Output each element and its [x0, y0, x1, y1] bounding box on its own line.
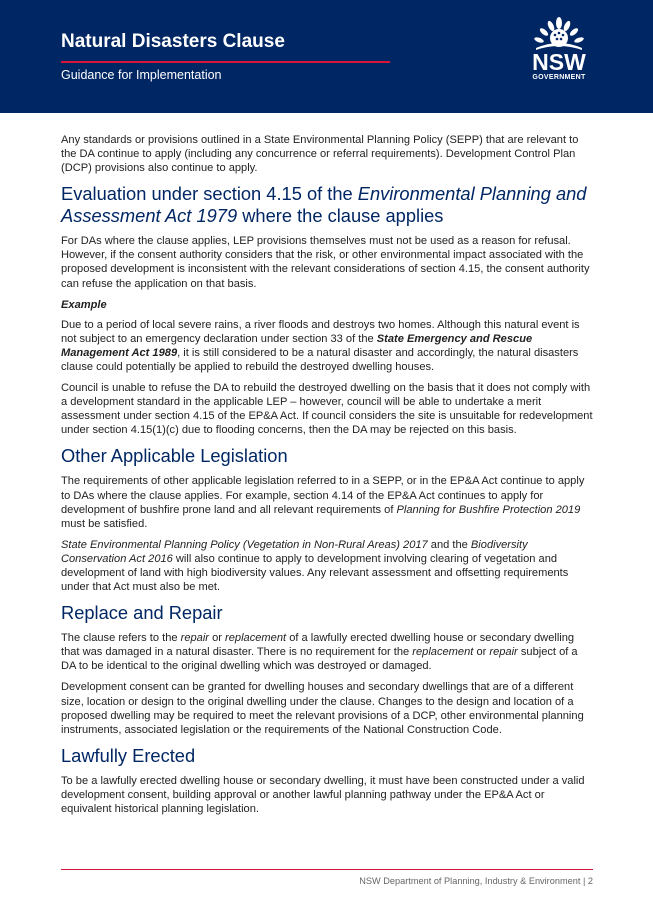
replace-text-e: of a lawfully erected dwelling house or secondary dwelling that was damaged in a natural disaster. There is no requirement for the [61, 632, 575, 659]
example-paragraph [61, 318, 594, 374]
intro-paragraph: Any standards or provisions outlined in a State Environmental Planning Policy (SEPP) that are relevant to the DA continue to apply (including any concurrence or referral requirements). Development Control Plan (DCP) provisions also continue to apply. [61, 134, 579, 175]
other-text-d: will also continue to apply to development involving clearing of vegetation and development of land with high biodiversity values. Any relevant assessment and offsetting requirements under that Act must also be met. [61, 552, 569, 594]
waratah-icon [522, 16, 596, 52]
replace-text-i: subject of a DA to be identical to the original dwelling which was destroyed or damaged. [61, 646, 578, 673]
heading-other-legislation: Other Applicable Legislation [61, 445, 288, 467]
nsw-government-logo [522, 16, 596, 88]
heading-evaluation-act: Environmental Planning and Assessment Act 1979 [61, 183, 587, 227]
example-act-name: State Emergency and Rescue Management Act 1989 [61, 332, 533, 359]
document-title: Natural Disasters Clause [61, 31, 285, 52]
example-text-a: Due to a period of local severe rains, a river floods and destroys two homes. Although this natural event is not subject to an emergency declaration under section 33 of the [61, 318, 580, 345]
heading-evaluation-part-a: Evaluation under section 4.15 of the [61, 183, 358, 205]
replace-term-repair: repair [180, 632, 210, 645]
document-subtitle: Guidance for Implementation [61, 68, 222, 82]
replace-term-repair-2: repair [489, 646, 518, 659]
document-body [61, 133, 594, 823]
replace-term-replacement: replacement [225, 632, 287, 645]
other-legislation-paragraph-1 [61, 474, 594, 530]
biodiversity-act-name: Biodiversity Conservation Act 2016 [61, 538, 528, 565]
page-header [0, 0, 653, 113]
replace-paragraph-1 [61, 631, 594, 673]
replace-term-replacement-2: replacement [412, 646, 474, 659]
other-legislation-paragraph-2 [61, 538, 594, 594]
vegetation-sepp-name: State Environmental Planning Policy (Vegetation in Non-Rural Areas) 2017 [61, 538, 428, 551]
heading-lawfully-erected: Lawfully Erected [61, 744, 196, 766]
logo-nsw-text: NSW [532, 49, 586, 75]
heading-evaluation [61, 183, 594, 227]
replace-text-or: or [209, 632, 226, 645]
title-rule [61, 61, 390, 63]
footer-rule [61, 869, 593, 870]
replace-text-or-2: or [473, 646, 490, 659]
replace-text-a: The clause refers to the [61, 632, 181, 645]
example-heading: Example [61, 298, 107, 311]
bushfire-policy-name: Planning for Bushfire Protection 2019 [396, 503, 581, 516]
evaluation-paragraph-3: Council is unable to refuse the DA to rebuild the destroyed dwelling on the basis that it does not comply with a development standard in the applicable LEP – however, council will be able to undertake a merit assessment under section 4.15 of the EP&A Act. If council considers the site is unsuitable for redevelopment under section 4.15(1)(c) due to flooding concerns, then the DA may be rejected on this basis. [61, 382, 593, 437]
logo-government-text: GOVERNMENT [532, 74, 586, 81]
heading-replace-repair: Replace and Repair [61, 602, 223, 624]
example-text-c: , it is still considered to be a natural disaster and accordingly, the natural disasters clause could potentially be applied to rebuild the destroyed dwelling houses. [61, 346, 579, 373]
other-text-and: and the [427, 538, 471, 551]
other-text-c: must be satisfied. [61, 517, 148, 530]
page-footer: NSW Department of Planning, Industry & Environment | 2 [359, 876, 593, 886]
evaluation-paragraph-1: For DAs where the clause applies, LEP provisions themselves must not be used as a reason for refusal. However, if the consent authority considers that the risk, or other environmental impact associated with the proposed development is inconsistent with the relevant considerations of section 4.15, the consent authority can refuse the application on that basis. [61, 235, 590, 290]
other-text-a: The requirements of other applicable legislation referred to in a SEPP, or in the EP&A Act continue to apply to DAs where the clause applies. For example, section 4.14 of the EP&A Act continues to apply for development of bushfire prone land and all relevant requirements of [61, 475, 585, 516]
heading-evaluation-part-c: where the clause applies [237, 205, 444, 227]
lawful-paragraph: To be a lawfully erected dwelling house or secondary dwelling, it must have been constructed under a valid development consent, building approval or another lawful planning pathway under the EP&A Act or equivalent historical planning legislation. [61, 774, 585, 815]
replace-paragraph-2: Development consent can be granted for dwelling houses and secondary dwellings that are of a different size, location or design to the original dwelling under the clause. Changes to the design and location of a proposed dwelling may be required to meet the relevant provisions of a DCP, other environmental planning instruments, associated legislation or the requirements of the National Construction Code. [61, 681, 584, 736]
